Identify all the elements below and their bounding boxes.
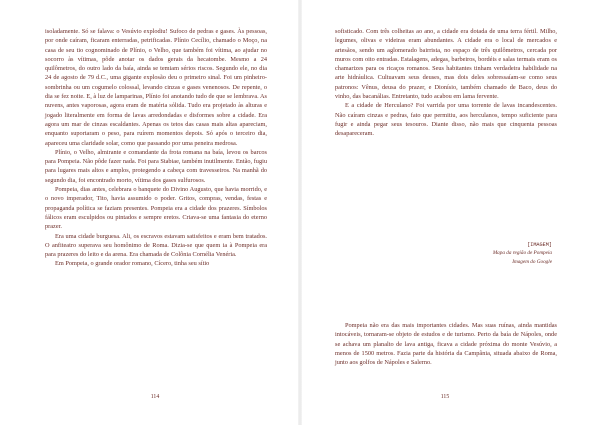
right-page-body	[335, 27, 557, 139]
page-number: 114	[150, 394, 160, 400]
paragraph: Pompeia não era das mais importantes cidades. Mas suas ruínas, ainda mantidas intocáveis, tornaram-se objeto de estudos e de turismo. Perto da baía de Nápoles, onde se achava um planalto de lava antiga, ficava a cidade próxima do monte Vesúvio, a menos de 1500 metros. Fazia parte da história da Campânia, situada abaixo de Roma, junto aos golfos de Nápoles e Salerno.	[335, 322, 557, 367]
paragraph: E a cidade de Herculano? Foi varrida por uma torrente de lavas incandescentes. Não caíram cinzas e pedras, fato que permitiu, aos herculanos, tempo suficiente para fugir e ainda pegar seus tesouros. Diante disso, não mais que cinquenta pessoas desapareceram.	[335, 102, 557, 138]
right-page	[300, 0, 600, 425]
paragraph: sofisticado. Com três colheitas ao ano, a cidade era dotada de uma terra fértil. Milho, legumes, olivas e videiras eram abundantes. A cidade era o local de mercados e artesãos, sendo um aglomerado bairrista, no espaço de três quilômetros, cercada por muros com oito entradas. Estalagens, adegas, barbeiros, bordéis e salas termais eram os chamarizes para os ricaços romanos. Seus habitantes tinham verdadeira habilidade na arte hidráulica. Cultuavam seus deuses, mas dois deles sobressaíam-se como seus patronos: Vênus, deusa do prazer, e Dionísio, também chamado de Baco, deus do vinho, das bacanálias. Entretanto, tudo acabou em lama fervente.	[335, 28, 557, 101]
image-caption	[412, 241, 552, 266]
right-page-bottom-body	[335, 321, 557, 367]
left-page-body	[45, 27, 267, 269]
paragraph: Em Pompeia, o grande orador romano, Cícero, tinha seu sítio	[55, 260, 210, 268]
image-placeholder-tag: [IMAGEM]	[527, 242, 552, 248]
page-number: 115	[440, 394, 450, 400]
paragraph: isoladamente. Só se falava: o Vesúvio explodiu! Sufoco de pedras e gases. Às pessoas, por onde caíram, ficaram enterradas, petrificadas. Plínio Cecílio, chamado o Moço, na casa de seu tio cognominado de Plínio, o Velho, que também foi vítima, ao ajudar no socorro às vítimas, pôde anotar os dados gerais da hecatombe. Mesmo a 24 quilômetros, do outro lado da baía, ainda se temiam sérios riscos. Segundo ele, no dia 24 de agosto de 79 d.C., uma gigante explosão deu o primeiro sinal. Foi um pinheiro-sombrinha ou um cogumelo colossal, levando cinzas e gases venenosos. De repente, o dia se fez noite. E, à luz de lamparinas, Plínio foi anotando tudo de que se lembrava. As nuvens, antes vaporosas, agora eram de matéria sólida. Tudo era projetado às alturas e jogado literalmente em forma de lavas arredondadas e disformes sobre a cidade. Era agora um mar de cinzas escaldantes. Apenas os tetos das casas mais altas apareciam, enquanto suportaram o peso, para ruírem momentos depois. Só após o terceiro dia, apareceu uma claridade solar, como que passando por uma peneira medrosa.	[45, 28, 267, 147]
caption-line: Imagem do Google	[512, 258, 552, 265]
paragraph: Pompeia, dias antes, celebrara o banquete do Divino Augusto, que havia morrido, e o novo imperador, Tito, havia assumido o poder. Gritos, compras, vendas, festas e propaganda política se faziam presentes. Pompeia era a cidade dos prazeres. Símbolos fálicos eram esculpidos ou pintados e sempre eretos. Criava-se uma fantasia do eterno prazer.	[45, 186, 267, 231]
caption-line: Mapa da região de Pompeia	[492, 250, 552, 257]
paragraph: Era uma cidade burguesa. Ali, os escravos estavam satisfeitos e eram bem tratados. O anfiteatro superava seu homônimo de Roma. Dizia-se que quem ia à Pompeia era para prazeres do leito e da arena. Era chamada de Colônia Cornélia Venéria.	[45, 232, 267, 259]
paragraph: Plínio, o Velho, almirante e comandante da frota romana na baía, levou os barcos para Pompeia. Não pôde fazer nada. Foi para Stabiae, também inutilmente. Então, fugiu para lugares mais altos e amplos, protegendo a cabeça com travesseiros. Na manhã do segundo dia, foi encontrado morto, vítima dos gases sulfurosos.	[45, 148, 267, 184]
